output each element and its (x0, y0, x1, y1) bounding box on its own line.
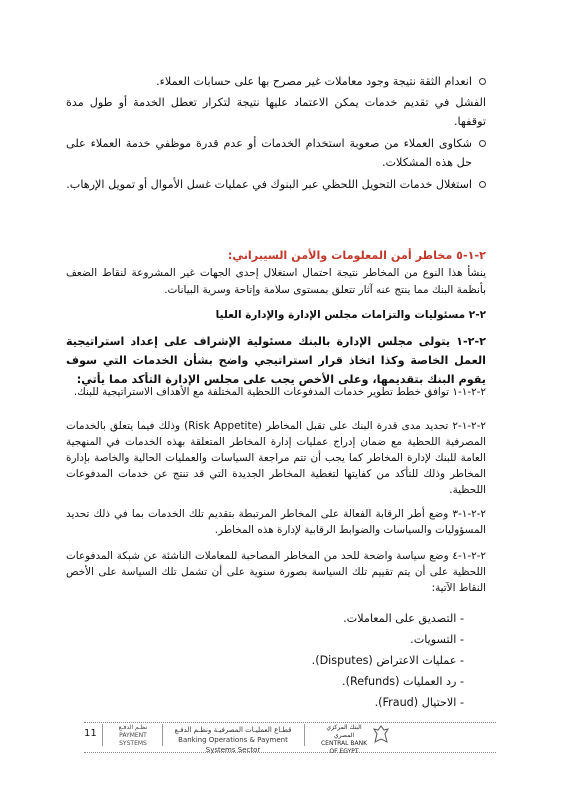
bullet-item: استغلال خدمات التحويل اللحظي عبر البنوك في عمليات غسل الأموال أو تمويل الإرهاب. (66, 175, 486, 194)
dash-item: - رد العمليات (Refunds). (342, 675, 464, 688)
section-heading-board: ٢-٢ مسئوليات والتزامات مجلس الإدارة والإدارة العليا (215, 309, 486, 321)
footer-divider-bottom (84, 752, 496, 753)
footer-divider (84, 722, 496, 723)
board-item: ٢-٢-١-٢ تحديد مدى قدرة البنك على تقبل المخاطر (Risk Appetite) وذلك فيما يتعلق بالخدمات المصرفية اللحظية مع ضمان إدراج عمليات إدارة المخاطر المتعلقة بهذه الخدمات في المنهجية العامة للبنك لإدارة المخاطر كما يجب أن تتم مراجعة السياسات والعمليات الحالية والخاصة بإدارة المخاطر وذلك للتأكد من كفايتها لتغطية المخاطر الجديدة التي قد تنتج عن خدمات المدفوعات اللحظية. (66, 420, 486, 496)
bullet-item: انعدام الثقة نتيجة وجود معاملات غير مصرح بها على حسابات العملاء. (66, 72, 486, 91)
dash-item: - الاحتيال (Fraud). (374, 696, 464, 709)
eagle-emblem-icon (372, 724, 390, 746)
dash-item: - التسويات. (410, 633, 464, 646)
footer-separator (304, 724, 305, 746)
board-intro: ٢-٢-١ يتولى مجلس الإدارة بالبنك مسئولية الإشراف على إعداد استراتيجية العمل الخاصة وكذا اتخاذ قرار استراتيجي واضح بشأن الخدمات التي سوف يقوم البنك بتقديمها، وعلى الأخص يجب على مجلس الإدارة التأكد مما يأتي: (66, 335, 486, 386)
footer-separator (162, 724, 163, 746)
board-item: ٢-٢-١-١ توافق خطط تطوير خدمات المدفوعات اللحظية المختلفة مع الأهداف الاستراتيجية للبنك. (73, 386, 486, 398)
sector-name: قطـاع العمليـات المصرفيـة ونظـم الدفـع Banking Operations & Payment Systems Sector (174, 726, 292, 754)
section-body: ينشأ هذا النوع من المخاطر نتيجة احتمال استغلال إحدى الجهات غير المشروعة لنقاط الضعف بأنظمة البنك مما ينتج عنه آثار تتعلق بمستوى سلامة وإتاحة وسرية البيانات. (66, 267, 486, 296)
dash-item: - عمليات الاعتراض (Disputes). (311, 654, 464, 667)
section-heading: ٢-١-٥ مخاطر أمن المعلومات والأمن السيبراني: (227, 249, 486, 262)
bullet-item: شكاوى العملاء من صعوبة استخدام الخدمات أو عدم قدرة موظفي خدمة العملاء على حل هذه المشكلات. (66, 134, 486, 172)
cbe-logo: البنك المركزي المصري CENTRAL BANK OF EGYPT (320, 724, 368, 755)
bullet-circle-icon (479, 78, 486, 85)
footer-separator (102, 724, 103, 746)
payment-systems-logo: نظـم الدفـع PAYMENT SYSTEMS (118, 724, 148, 747)
bullet-circle-icon (479, 140, 486, 147)
section-cyber-risk (66, 246, 486, 299)
bullet-circle-icon (479, 181, 486, 188)
bullet-continuation: الفشل في تقديم خدمات يمكن الاعتماد عليها نتيجة لتكرار تعطل الخدمة أو طول مدة توقفها. (66, 96, 486, 128)
dash-item: - التصديق على المعاملات. (343, 612, 464, 625)
bullet-list (66, 72, 486, 194)
board-item: ٢-٢-١-٣ وضع أطر الرقابة الفعالة على المخاطر المرتبطة بتقديم تلك الخدمات بما في ذلك تحديد المسؤوليات والسياسات والضوابط الرقابية لإدارة هذه المخاطر. (66, 508, 486, 536)
page-number: 11 (84, 728, 97, 739)
board-item: ٢-٢-١-٤ وضع سياسة واضحة للحد من المخاطر المصاحبة للمعاملات الناشئة عن شبكة المدفوعات اللحظية على أن يتم تقييم تلك السياسة بصورة سنوية على أن تشمل تلك السياسة على الأخص النقاط الآتية: (66, 550, 486, 594)
